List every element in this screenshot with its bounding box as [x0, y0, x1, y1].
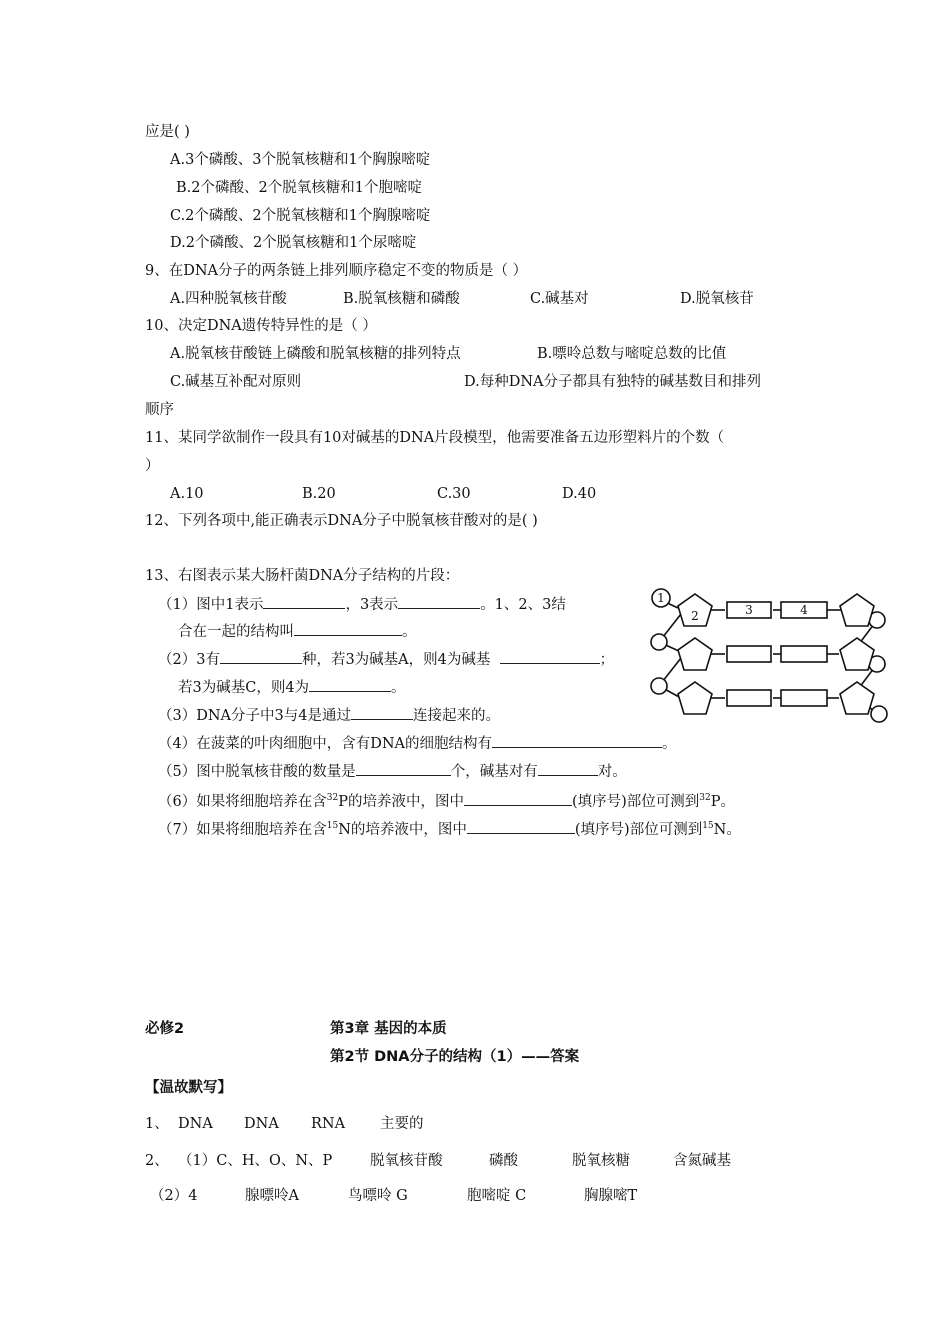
q12-stem: 12、下列各项中,能正确表示DNA分子中脱氧核苷酸对的是( ) — [145, 513, 538, 529]
q13-part7: （7）如果将细胞培养在含$^{15}$N的培养液中，图中 (填序号)部位可测到$^{15}$N。 — [158, 816, 741, 840]
answer-row-3-d: 胞嘧啶 C — [467, 1188, 527, 1204]
deoxyribose-pentagon — [840, 682, 874, 714]
answer-row-2-a: （1）C、H、O、N、P — [178, 1153, 333, 1169]
q9-option-a: A.四种脱氧核苷酸 — [170, 291, 287, 307]
q9-stem: 9、在DNA分子的两条链上排列顺序稳定不变的物质是（ ） — [145, 263, 528, 279]
q10-stem: 10、决定DNA遗传特异性的是（ ） — [145, 318, 377, 334]
diagram-label-4: 4 — [800, 603, 808, 617]
q8-stem-tail: 应是( ) — [145, 124, 190, 140]
deoxyribose-pentagon — [678, 682, 712, 714]
q11-option-d: D.40 — [562, 486, 597, 502]
answer-row-2-b: 脱氧核苷酸 — [370, 1153, 443, 1169]
answer-blank[interactable] — [467, 819, 575, 834]
answer-row-1-num: 1、 — [145, 1116, 169, 1132]
answer-blank[interactable] — [500, 649, 600, 664]
q11-option-a: A.10 — [170, 486, 204, 502]
answer-blank[interactable] — [492, 733, 662, 748]
answer-blank[interactable] — [464, 791, 572, 806]
q10-option-c: C.碱基互补配对原则 — [170, 374, 302, 390]
q8-option-a: A.3个磷酸、3个脱氧核糖和1个胸腺嘧啶 — [170, 152, 431, 168]
answer-row-1-a: DNA — [178, 1116, 213, 1132]
answer-row-1-c: RNA — [311, 1116, 346, 1132]
answer-row-2-c: 磷酸 — [489, 1153, 518, 1169]
answer-blank[interactable] — [309, 677, 391, 692]
phosphate-circle — [651, 678, 667, 694]
answer-row-3-a: （2）4 — [150, 1188, 198, 1204]
deoxyribose-pentagon — [678, 638, 712, 670]
q8-option-c: C.2个磷酸、2个脱氧核糖和1个胸腺嘧啶 — [170, 208, 431, 224]
q8-option-b: B.2个磷酸、2个脱氧核糖和1个胞嘧啶 — [176, 180, 422, 196]
answer-row-3-e: 胸腺嘧T — [584, 1188, 638, 1204]
q13-part1-cont: 合在一起的结构叫 。 — [178, 621, 417, 642]
base-rect — [781, 690, 827, 706]
answer-blank[interactable] — [294, 621, 402, 636]
answer-blank[interactable] — [351, 705, 413, 720]
base-rect — [781, 646, 827, 662]
answer-blank[interactable] — [220, 649, 302, 664]
q13-part5: （5）图中脱氧核苷酸的数量是 个，碱基对有 对。 — [158, 761, 627, 782]
q13-part6: （6）如果将细胞培养在含$^{32}$P的培养液中，图中 (填序号)部位可测到$^{32}$P。 — [158, 788, 735, 812]
q13-part2: （2）3有 种，若3为碱基A，则4为碱基 ； — [158, 649, 614, 670]
answer-row-2-num: 2、 — [145, 1153, 169, 1169]
q11-stem-cont: ） — [145, 458, 160, 474]
diagram-label-1: 1 — [657, 591, 665, 605]
q9-option-d: D.脱氧核苷 — [680, 291, 754, 307]
q9-option-c: C.碱基对 — [530, 291, 589, 307]
answer-row-1-d: 主要的 — [380, 1116, 424, 1132]
diagram-label-3: 3 — [745, 603, 753, 617]
q13-part4: （4）在菠菜的叶肉细胞中，含有DNA的细胞结构有 。 — [158, 733, 677, 754]
q10-option-d: D.每种DNA分子都具有独特的碱基数目和排列 — [464, 374, 762, 390]
q11-stem: 11、某同学欲制作一段具有10对碱基的DNA片段模型，他需要准备五边形塑料片的个数（ — [145, 430, 725, 446]
dna-structure-diagram — [645, 580, 895, 730]
q13-part2-cont: 若3为碱基C，则4为 。 — [178, 677, 406, 698]
phosphate-circle — [651, 634, 667, 650]
q10-option-d-cont: 顺序 — [145, 402, 174, 418]
answer-blank[interactable] — [263, 594, 345, 609]
answer-blank[interactable] — [356, 761, 451, 776]
answer-row-2-e: 含氮碱基 — [673, 1153, 731, 1169]
q10-option-a: A.脱氧核苷酸链上磷酸和脱氧核糖的排列特点 — [170, 346, 461, 362]
answer-heading: 【温故默写】 — [145, 1080, 232, 1096]
answer-blank[interactable] — [398, 594, 480, 609]
answer-row-3-c: 鸟嘌呤 G — [348, 1188, 408, 1204]
q13-part3: （3）DNA分子中3与4是通过 连接起来的。 — [158, 705, 500, 726]
q8-option-d: D.2个磷酸、2个脱氧核糖和1个尿嘧啶 — [170, 235, 417, 251]
answer-book: 必修2 — [145, 1021, 185, 1037]
answer-chapter: 第3章 基因的本质 — [330, 1021, 447, 1037]
answer-row-3-b: 腺嘌呤A — [245, 1188, 299, 1204]
answer-blank[interactable] — [538, 761, 598, 776]
answer-row-2-d: 脱氧核糖 — [572, 1153, 630, 1169]
q13-part1: （1）图中1表示 ，3表示 。1、2、3结 — [158, 594, 566, 615]
diagram-label-2: 2 — [691, 609, 699, 623]
deoxyribose-pentagon — [840, 638, 874, 670]
answer-section: 第2节 DNA分子的结构（1）——答案 — [330, 1049, 580, 1065]
q13-stem: 13、右图表示某大肠杆菌DNA分子结构的片段： — [145, 568, 460, 584]
q10-option-b: B.嘌呤总数与嘧啶总数的比值 — [537, 346, 727, 362]
q9-option-b: B.脱氧核糖和磷酸 — [343, 291, 460, 307]
phosphate-circle — [871, 706, 887, 722]
q11-option-c: C.30 — [437, 486, 471, 502]
deoxyribose-pentagon — [840, 594, 874, 626]
answer-row-1-b: DNA — [244, 1116, 279, 1132]
base-rect — [727, 646, 771, 662]
base-rect — [727, 690, 771, 706]
q11-option-b: B.20 — [302, 486, 336, 502]
